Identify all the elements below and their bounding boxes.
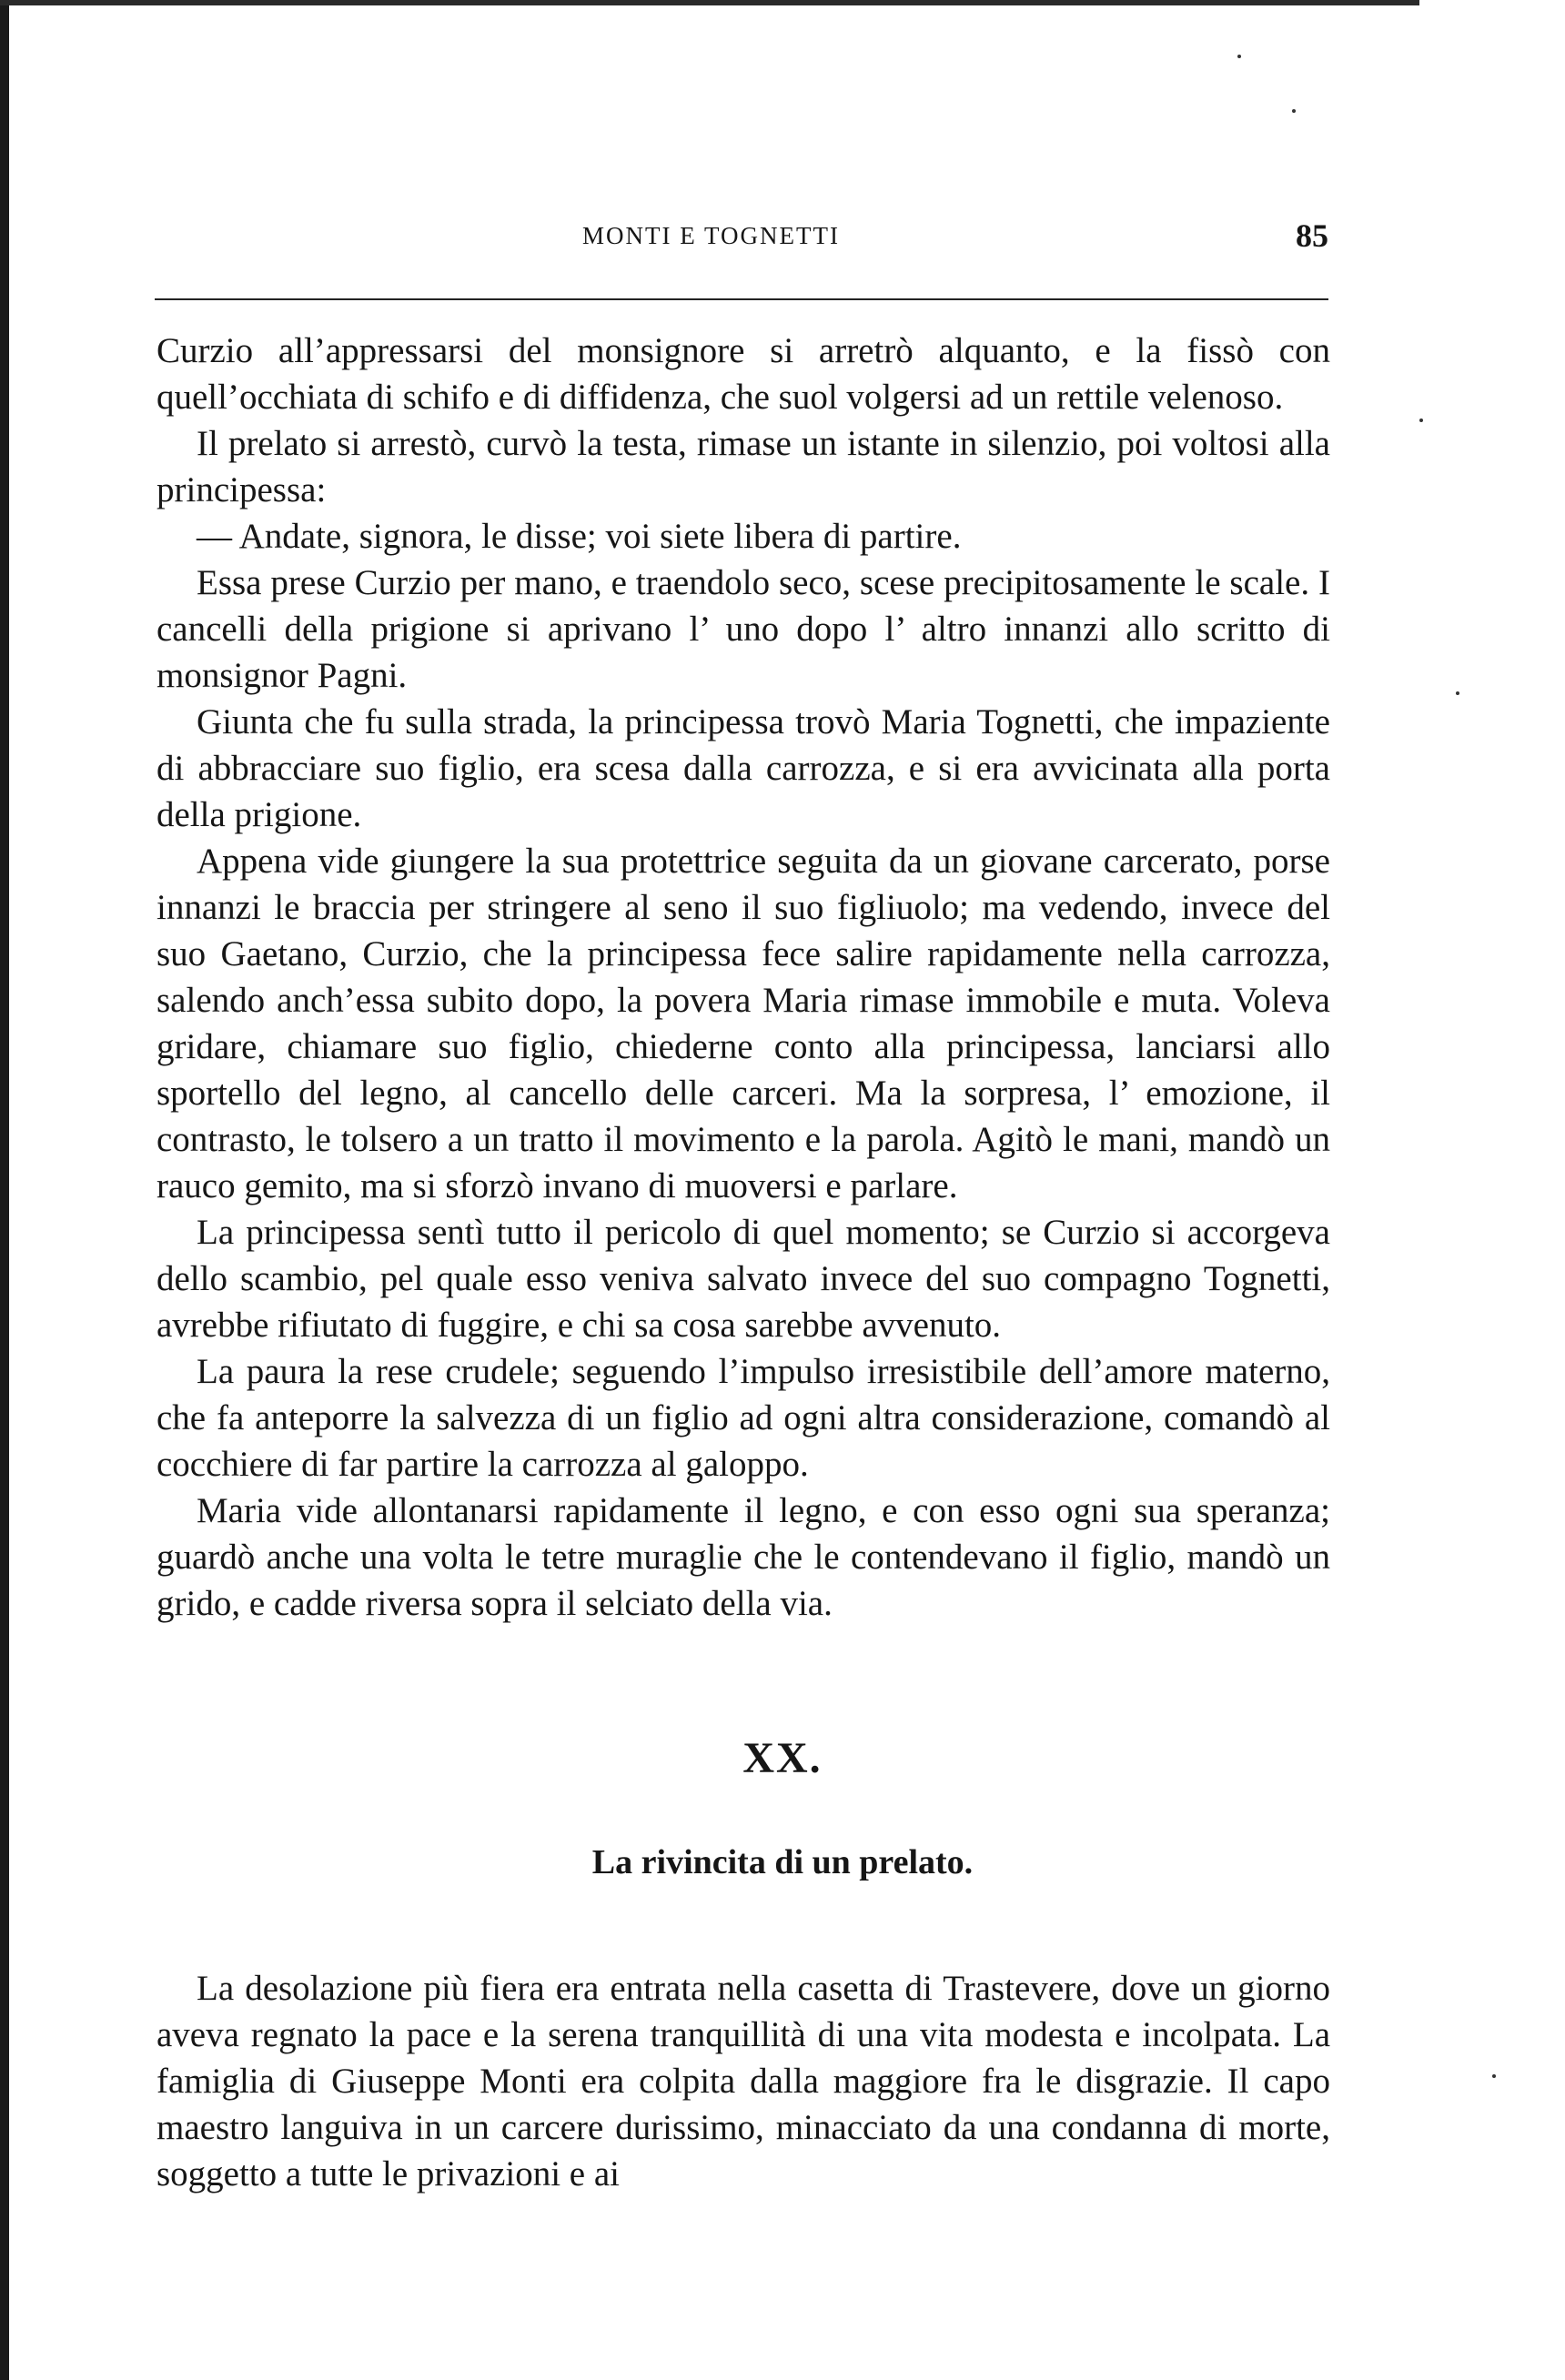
scan-speck — [1456, 691, 1459, 695]
paragraph: Il prelato si arrestò, curvò la testa, rimase un istante in silenzio, poi voltosi alla principessa: — [156, 424, 1330, 509]
scan-top-edge — [0, 0, 1419, 5]
paragraph: Appena vide giungere la sua protettrice seguita da un giovane carcerato, porse innanzi le braccia per stringere al seno il suo figliuolo; ma vedendo, invece del suo Gaetano, Curzio, che la principessa fece salire rapidamente nella carrozza, salendo anch’essa subito dopo, la povera Maria rimase immobile e muta. Voleva gridare, chiamare suo figlio, chiederne conto alla principessa, lanciarsi allo sportello del legno, al cancello delle carceri. Ma la sorpresa, l’ emozione, il contrasto, le tolsero a un tratto il movimento e la parola. Agitò le mani, mandò un rauco gemito, ma si sforzò invano di muoversi e parlare. — [156, 842, 1330, 1205]
chapter-title: La rivincita di un prelato. — [591, 1843, 974, 1881]
paragraph: Giunta che fu sulla strada, la principessa trovò Maria Tognetti, che impaziente di abbracciare suo figlio, era scesa dalla carrozza, e si era avvicinata alla porta della prigione. — [156, 702, 1330, 834]
scan-speck — [1492, 2074, 1496, 2078]
scan-speck — [1419, 419, 1423, 422]
paragraph: Essa prese Curzio per mano, e traendolo seco, scese precipitosamente le scale. I cancelli della prigione si aprivano l’ uno dopo l’ altro innanzi allo scritto di monsignor Pagni. — [156, 563, 1330, 695]
body-text-bottom — [156, 1965, 1330, 2197]
header-rule — [155, 298, 1328, 300]
paragraph: Curzio all’appressarsi del monsignore si arretrò alquanto, e la fissò con quell’occhiata di schifo e di diffidenza, che suol volgersi ad un rettile velenoso. — [156, 331, 1330, 417]
scan-speck — [1237, 55, 1241, 58]
running-title: MONTI E TOGNETTI — [582, 222, 840, 249]
paragraph: La paura la rese crudele; seguendo l’impulso irresistibile dell’amore materno, che fa anteporre la salvezza di un figlio ad ogni altra considerazione, comandò al cocchiere di far partire la carrozza al galoppo. — [156, 1352, 1330, 1484]
body-text-top — [156, 328, 1330, 1627]
scan-speck — [1292, 109, 1296, 113]
running-head — [155, 217, 1328, 262]
paragraph: La principessa sentì tutto il pericolo di quel momento; se Curzio si accorgeva dello scambio, pel quale esso veniva salvato invece del suo compagno Tognetti, avrebbe rifiutato di fuggire, e chi sa cosa sarebbe avvenuto. — [156, 1213, 1330, 1345]
paragraph: La desolazione più fiera era entrata nella casetta di Trastevere, dove un giorno aveva regnato la pace e la serena tranquillità di una vita modesta e incolpata. La famiglia di Giuseppe Monti era colpita dalla maggiore fra le disgrazie. Il capo maestro languiva in un carcere durissimo, minacciato da una condanna di morte, soggetto a tutte le privazioni e ai — [156, 1969, 1330, 2193]
page-number: 85 — [1296, 217, 1328, 254]
chapter-number: XX. — [742, 1734, 823, 1782]
paragraph: Maria vide allontanarsi rapidamente il legno, e con esso ogni sua speranza; guardò anche una volta le tetre muraglie che le contendevano il figlio, mandò un grido, e cadde riversa sopra il selciato della via. — [156, 1491, 1330, 1623]
scan-left-edge — [0, 0, 9, 2380]
paragraph: — Andate, signora, le disse; voi siete libera di partire. — [197, 517, 962, 556]
